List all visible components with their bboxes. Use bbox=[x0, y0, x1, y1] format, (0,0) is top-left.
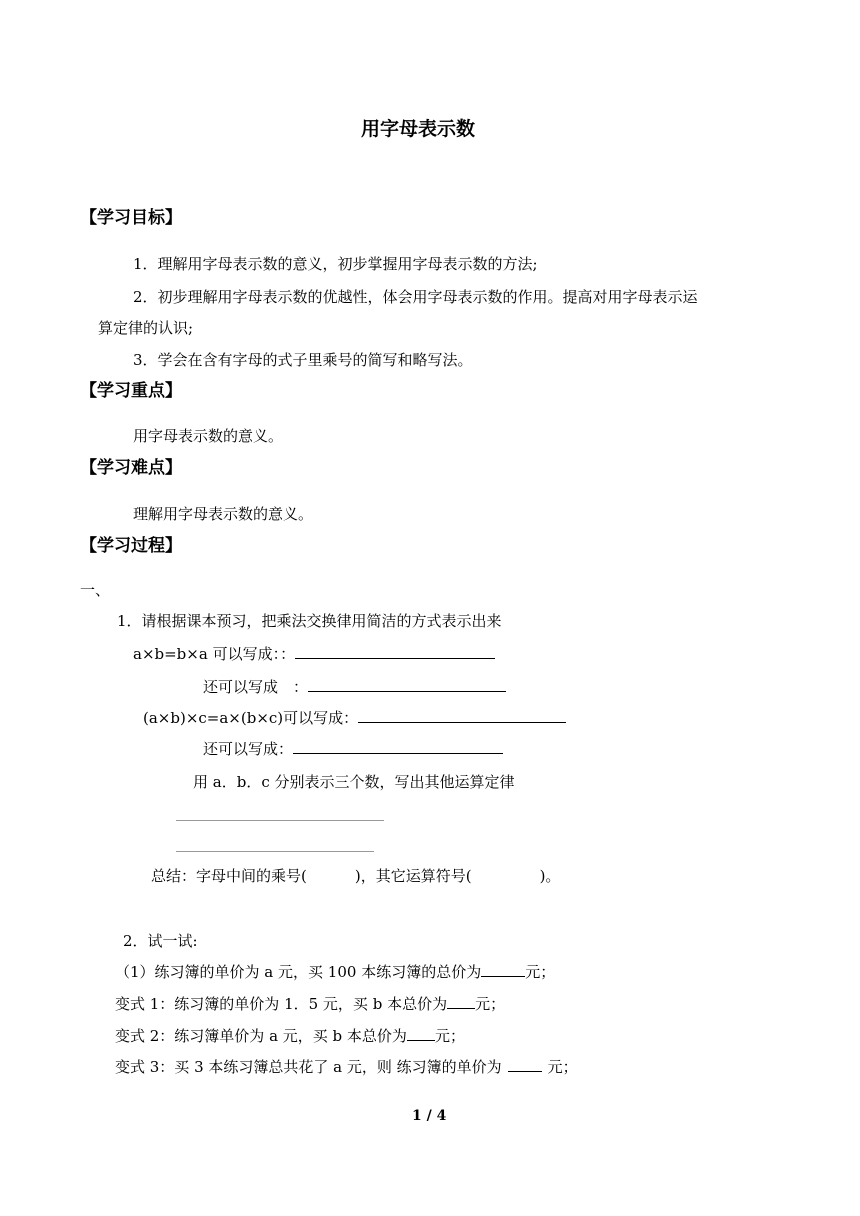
q2-item1-unit: 元； bbox=[525, 963, 556, 981]
variant3-unit: 元； bbox=[547, 1058, 578, 1076]
q2-variant3 bbox=[115, 1057, 578, 1077]
answer-blank[interactable] bbox=[295, 644, 495, 659]
answer-line[interactable] bbox=[176, 820, 384, 821]
q1-line2 bbox=[203, 677, 506, 697]
answer-blank[interactable] bbox=[508, 1057, 542, 1072]
objective-item-3: 3．学会在含有字母的式子里乘号的简写和略写法。 bbox=[133, 351, 473, 369]
answer-blank[interactable] bbox=[407, 1026, 435, 1041]
variant1-unit: 元； bbox=[475, 995, 506, 1013]
q1-line5: 用 a．b．c 分别表示三个数，写出其他运算定律 bbox=[193, 773, 515, 791]
q1-line1-text: a×b=b×a 可以写成：： bbox=[133, 645, 296, 663]
objective-item-2: 2．初步理解用字母表示数的优越性，体会用字母表示数的作用。提高对用字母表示运 bbox=[133, 288, 698, 306]
objective-item-2-cont: 算定律的认识; bbox=[98, 319, 194, 337]
answer-blank[interactable] bbox=[293, 739, 503, 754]
difficulty-text: 理解用字母表示数的意义。 bbox=[133, 505, 314, 523]
page-title: 用字母表示数 bbox=[361, 118, 476, 140]
q2-variant2 bbox=[115, 1026, 465, 1046]
answer-blank[interactable] bbox=[447, 994, 475, 1009]
summary-text-c: )。 bbox=[539, 867, 561, 885]
q1-line1 bbox=[133, 644, 495, 664]
variant2-unit: 元； bbox=[434, 1027, 465, 1045]
q1-prompt: 1．请根据课本预习，把乘法交换律用简洁的方式表示出来 bbox=[117, 612, 502, 630]
q1-line4 bbox=[203, 739, 503, 759]
objective-item-1: 1．理解用字母表示数的意义，初步掌握用字母表示数的方法; bbox=[133, 255, 538, 273]
q1-summary bbox=[151, 866, 560, 886]
q2-item1-text: （1）练习簿的单价为 a 元，买 100 本练习簿的总价为 bbox=[115, 963, 482, 981]
variant2-text: 变式 2：练习簿单价为 a 元，买 b 本总价为 bbox=[115, 1027, 407, 1045]
q2-item1 bbox=[115, 962, 555, 982]
key-point-text: 用字母表示数的意义。 bbox=[133, 427, 284, 445]
q1-line3-text: (a×b)×c=a×(b×c)可以写成： bbox=[143, 709, 359, 727]
answer-line[interactable] bbox=[176, 851, 374, 852]
answer-blank[interactable] bbox=[481, 962, 525, 977]
difficulty-heading: 【学习难点】 bbox=[80, 458, 182, 478]
q1-line2-text: 还可以写成 ： bbox=[203, 678, 309, 696]
q1-line3 bbox=[143, 708, 566, 728]
answer-blank[interactable] bbox=[358, 708, 566, 723]
answer-blank[interactable] bbox=[308, 677, 506, 692]
variant1-text: 变式 1：练习簿的单价为 1．5 元，买 b 本总价为 bbox=[115, 995, 448, 1013]
variant3-text: 变式 3：买 3 本练习簿总共花了 a 元，则 练习簿的单价为 bbox=[115, 1058, 502, 1076]
page-number: 1 / 4 bbox=[412, 1108, 447, 1124]
process-heading: 【学习过程】 bbox=[80, 536, 182, 556]
objectives-heading: 【学习目标】 bbox=[80, 208, 182, 228]
key-point-heading: 【学习重点】 bbox=[80, 381, 182, 401]
summary-text-b: )，其它运算符号( bbox=[354, 867, 472, 885]
q2-variant1 bbox=[115, 994, 505, 1014]
summary-text-a: 总结：字母中间的乘号( bbox=[151, 867, 307, 885]
q1-line4-text: 还可以写成： bbox=[203, 740, 294, 758]
part-label: 一、 bbox=[80, 581, 111, 599]
q2-prompt: 2．试一试: bbox=[123, 932, 198, 950]
